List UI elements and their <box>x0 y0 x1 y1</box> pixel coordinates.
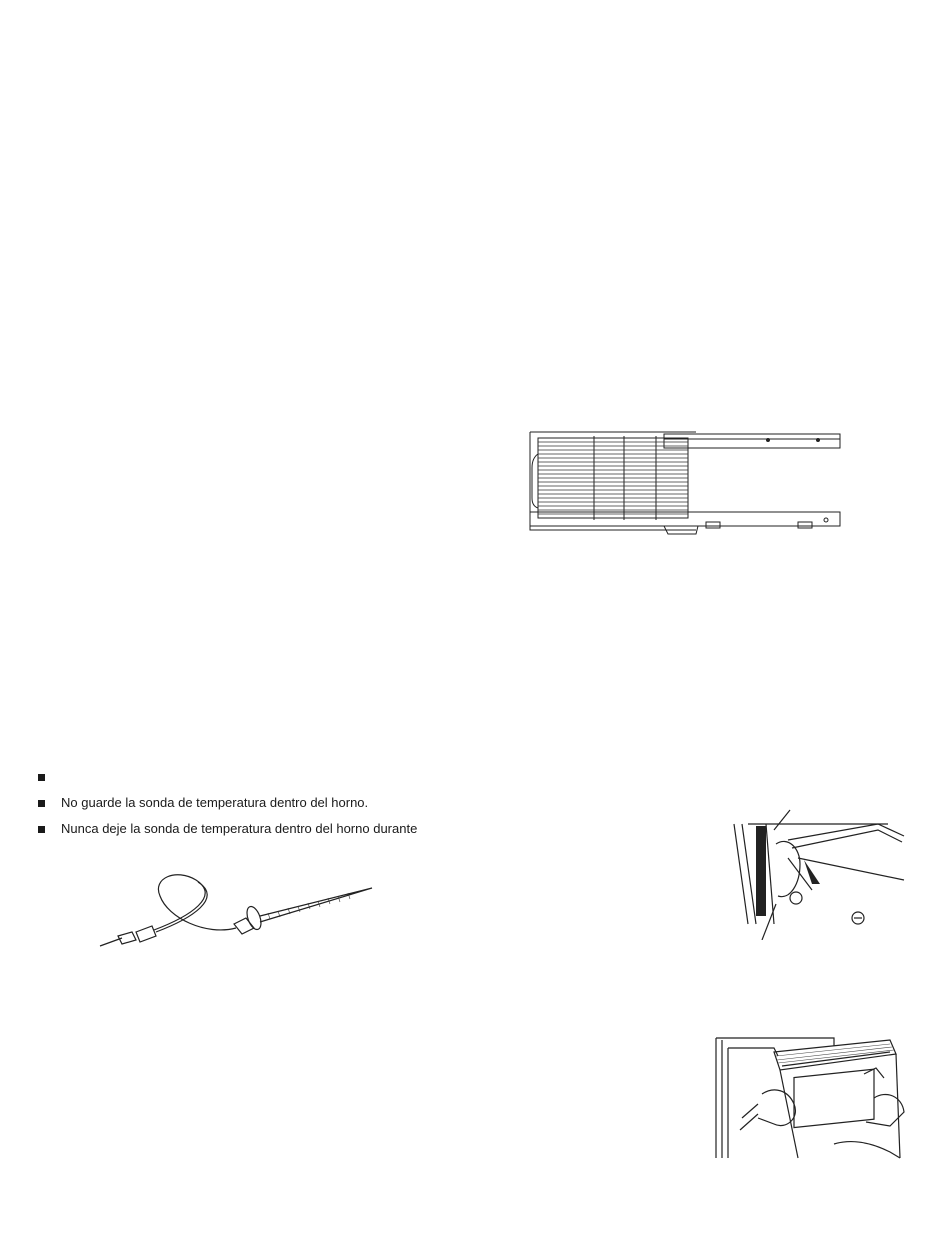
bullet-square-icon <box>38 800 45 807</box>
temperature-probe-figure <box>96 866 380 952</box>
list-item-text: No guarde la sonda de temperatura dentro del horno. <box>61 795 369 810</box>
bullet-square-icon <box>38 826 45 833</box>
list-item <box>38 792 598 818</box>
list-item <box>38 766 598 792</box>
list-item-text: Nunca deje la sonda de temperatura dentro del horno durante <box>61 821 418 836</box>
bullet-square-icon <box>38 774 45 781</box>
probe-warnings-list <box>38 766 598 844</box>
door-removal-figure <box>714 1034 908 1160</box>
list-item <box>38 818 598 844</box>
telescoping-rack-figure <box>528 428 842 538</box>
door-latch-figure <box>728 800 908 940</box>
